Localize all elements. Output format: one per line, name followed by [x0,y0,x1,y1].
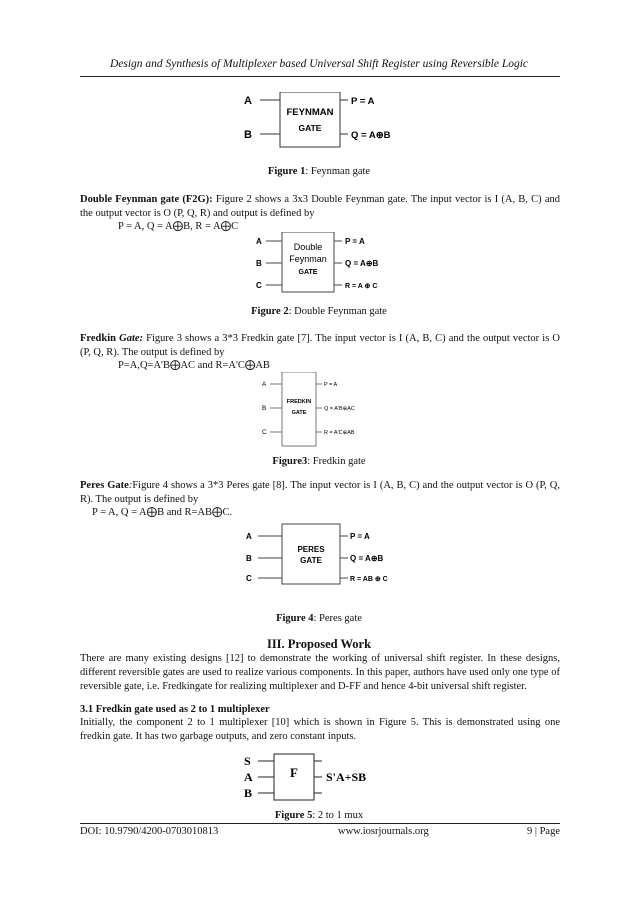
fig4-input-b: B [246,554,252,563]
section-3-heading: III. Proposed Work [266,637,372,651]
fig4-input-a: A [246,532,252,541]
peres-paragraph [80,479,560,507]
fig2-output-p: P = A [345,237,365,246]
fig4-caption-text: : Peres gate [313,613,362,624]
footer-site: www.iosrjournals.org [338,826,429,837]
fig1-gate-box [280,92,340,147]
fig1-gate-label-1: FEYNMAN [286,107,334,118]
fig2-gate-label-3: GATE [298,269,318,276]
subsection-3-1-paragraph: Initially, the component 2 to 1 multiplexer [10] which is shown in Figure 5. This is demonstrated using one fredkin gate. It has two garbage outputs, and zero constant inputs. [80,717,560,742]
figure-2-diagram [248,232,418,294]
fig3-input-b: B [262,405,267,412]
figure-5-diagram [240,752,410,804]
footer-rule [80,823,560,824]
fig5-caption-label: Figure 5 [274,810,313,821]
fig2-gate-label-2: Feynman [289,254,327,264]
fig2-input-a: A [256,237,262,246]
fig1-caption-label: Figure 1 [267,166,306,177]
fig3-gate-label-2: GATE [291,410,307,416]
fig2-input-b: B [256,259,262,268]
fig3-output-q: Q = A'B⊕AC [324,406,355,412]
fig1-caption-text: : Feynman gate [305,166,371,177]
fig5-gate-label: F [290,765,298,780]
f2g-paragraph [80,193,560,221]
header-rule [80,76,560,77]
fig5-input-a: A [244,770,253,784]
peres-equation: P = A, Q = A⨁B and R=AB⨁C. [92,507,233,518]
fig5-output: S'A+SB [326,770,367,784]
figure-1-diagram [230,92,430,152]
footer-doi: DOI: 10.9790/4200-0703010813 [80,826,219,837]
fig2-gate-label-1: Double [293,242,323,252]
fig4-gate-box [282,524,340,584]
fig4-caption-label: Figure 4 [276,613,314,624]
section-3-paragraph: There are many existing designs [12] to demonstrate the working of universal shift register. In these designs, different reversible gates are used to realize various components. In this paper, authors have used only one type of reversible gate, i.e. Fredkingate for realizing multiplexer and D-FF and hence 4-bit universal shift register. [80,653,560,692]
fig1-output-p: P = A [351,96,375,107]
fig4-gate-label-2: GATE [300,556,322,565]
fig2-output-q: Q = A⊕B [345,259,379,268]
fredkin-paragraph [80,332,560,360]
fig3-output-p: P = A [324,382,338,388]
fig3-output-r: R = A'C⊕AB [324,430,355,436]
fredkin-heading: Fredkin [80,333,120,344]
fig5-caption-text: : 2 to 1 mux [312,810,364,821]
footer-page: 9 | Page [526,826,560,837]
figure-5-caption [0,810,638,821]
figure-4-diagram [244,522,414,586]
peres-heading: Peres Gate [80,480,129,491]
fig3-caption-text: : Fredkin gate [307,456,366,467]
fig3-input-c: C [262,429,267,436]
peres-text: Figure 4 shows a 3*3 Peres gate [8]. The input vector is I (A, B, C) and the output vector is O (P, Q, R). The output is defined by [80,480,560,505]
fredkin-heading-italic: Gate: [119,333,144,344]
figure-2-caption [0,306,638,317]
fig1-output-q: Q = A⊕B [351,130,391,141]
f2g-heading: Double Feynman gate (F2G): [80,194,213,205]
figure-1-caption [0,166,638,177]
fig3-input-a: A [262,381,267,388]
f2g-text: Figure 2 shows a 3x3 Double Feynman gate. The input vector is I (A, B, C) and the output vector is O (P, Q, R) and output is defined by [80,194,560,219]
fig1-gate-label-2: GATE [298,123,322,133]
peres-heading-italic: : [128,480,133,491]
fig4-input-c: C [246,574,252,583]
fig3-gate-label-1: FREDKIN [286,399,312,405]
fig4-output-p: P = A [350,532,370,541]
fredkin-equation: P=A,Q=A'B⨁AC and R=A'C⨁AB [118,360,270,371]
fig2-output-r: R = A ⊕ C [345,283,378,290]
fig4-output-q: Q = A⊕B [350,554,384,563]
figure-3-diagram [256,372,386,448]
fig5-input-b: B [244,786,253,800]
fig4-output-r: R = AB ⊕ C [350,576,388,583]
fig3-caption-label: Figure3 [272,456,308,467]
figure-4-caption [0,613,638,624]
figure-3-caption [0,456,638,467]
subsection-3-1-heading: 3.1 Fredkin gate used as 2 to 1 multiplexer [80,704,270,715]
f2g-equation: P = A, Q = A⨁B, R = A⨁C [118,221,239,232]
running-header: Design and Synthesis of Multiplexer based Universal Shift Register using Reversible Logic [109,58,529,70]
fig2-caption-text: : Double Feynman gate [288,306,387,317]
fig1-input-a: A [244,95,252,107]
fig3-gate-box [282,372,316,446]
fig4-gate-label-1: PERES [297,545,325,554]
fig2-caption-label: Figure 2 [251,306,289,317]
fig5-input-s: S [244,754,251,768]
fredkin-text: Figure 3 shows a 3*3 Fredkin gate [7]. The input vector is I (A, B, C) and the output vector is O (P, Q, R). The output is defined by [80,333,561,358]
fig2-input-c: C [256,281,262,290]
fig1-input-b: B [244,129,252,141]
